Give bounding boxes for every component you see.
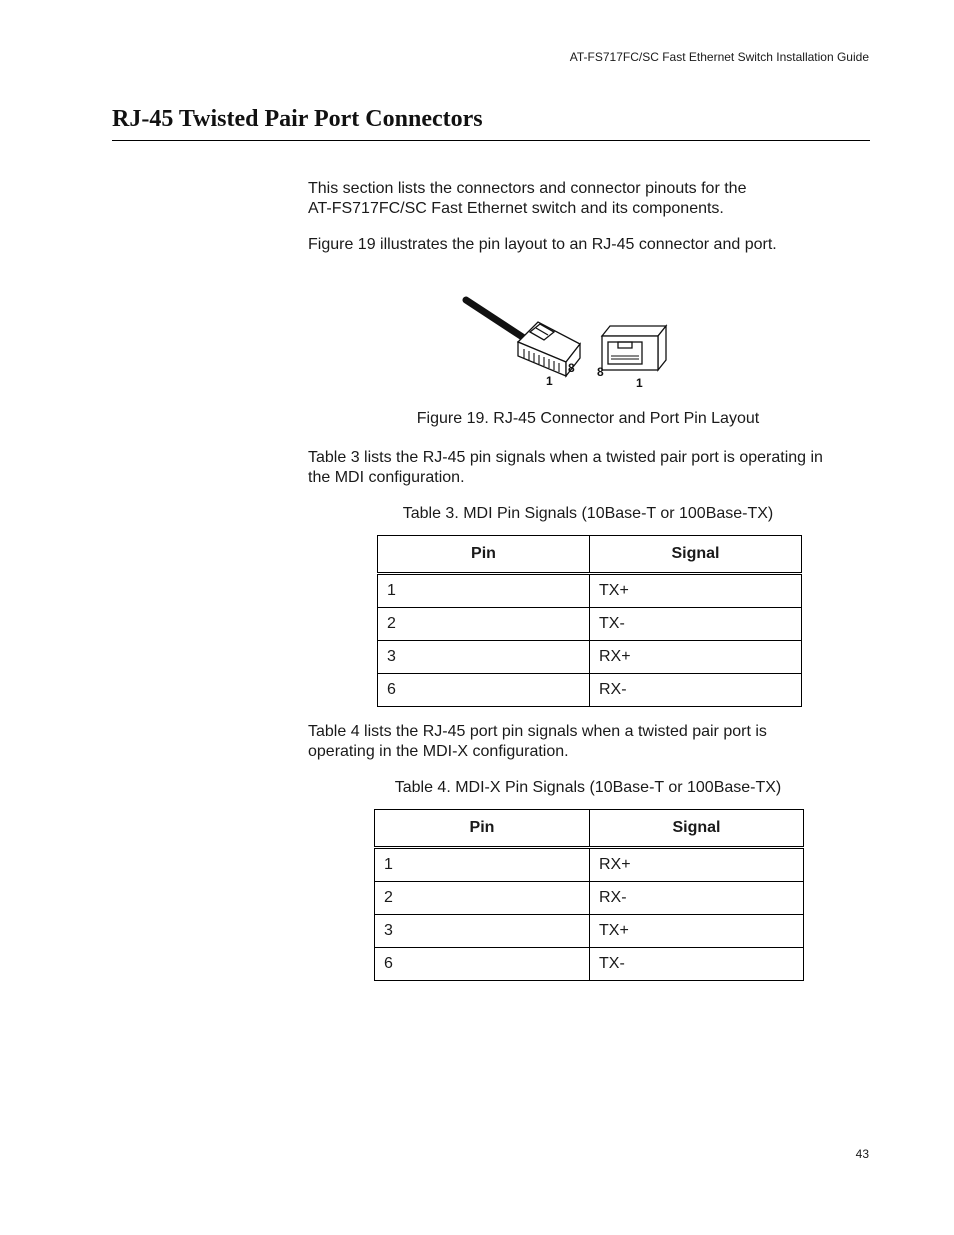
rj45-figure	[458, 292, 672, 392]
plug-pin1-label: 1	[546, 374, 553, 388]
section-title: RJ-45 Twisted Pair Port Connectors	[112, 106, 483, 132]
rj45-diagram	[458, 292, 672, 392]
page-number: 43	[855, 1147, 869, 1161]
pin-cell: 1	[378, 574, 590, 608]
mdi-intro-line-1: Table 3 lists the RJ-45 pin signals when a twisted pair port is operating in	[308, 449, 823, 466]
signal-cell: RX+	[590, 848, 804, 882]
figure-reference-paragraph: Figure 19 illustrates the pin layout to an RJ-45 connector and port.	[308, 236, 777, 253]
signal-cell: RX+	[590, 641, 802, 674]
table-row	[378, 608, 802, 641]
figure-caption: Figure 19. RJ-45 Connector and Port Pin Layout	[416, 410, 760, 427]
cable	[466, 300, 524, 338]
table-row	[375, 848, 804, 882]
table-row	[378, 674, 802, 707]
table-row	[378, 574, 802, 608]
pin-cell: 6	[378, 674, 590, 707]
pin-cell: 3	[378, 641, 590, 674]
intro-line-1: This section lists the connectors and connector pinouts for the	[308, 180, 747, 197]
table-row	[378, 641, 802, 674]
pin-cell: 2	[375, 882, 590, 915]
mdix-intro-line-2: operating in the MDI-X configuration.	[308, 743, 569, 760]
mdi-table-caption: Table 3. MDI Pin Signals (10Base-T or 100Base-TX)	[402, 505, 774, 522]
table-row	[375, 882, 804, 915]
mdix-intro-line-1: Table 4 lists the RJ-45 port pin signals when a twisted pair port is	[308, 723, 767, 740]
column-header-signal: Signal	[590, 810, 804, 848]
mdix-table-caption: Table 4. MDI-X Pin Signals (10Base-T or 100Base-TX)	[394, 779, 782, 796]
mdi-pin-table	[377, 535, 802, 707]
mdix-pin-table	[374, 809, 804, 981]
signal-cell: TX-	[590, 948, 804, 981]
signal-cell: TX+	[590, 915, 804, 948]
running-header: AT-FS717FC/SC Fast Ethernet Switch Installation Guide	[569, 50, 869, 64]
pin-cell: 3	[375, 915, 590, 948]
pin-cell: 2	[378, 608, 590, 641]
mdi-intro-paragraph	[308, 448, 868, 488]
signal-cell: RX-	[590, 674, 802, 707]
column-header-pin: Pin	[378, 536, 590, 574]
column-header-pin: Pin	[375, 810, 590, 848]
column-header-signal: Signal	[590, 536, 802, 574]
mdix-intro-paragraph	[308, 722, 868, 762]
title-rule	[112, 140, 870, 141]
signal-cell: TX-	[590, 608, 802, 641]
table-row	[375, 915, 804, 948]
port-pin1-label: 1	[636, 376, 643, 390]
table-header-row	[375, 810, 804, 848]
port-pin8-label: 8	[597, 365, 604, 379]
pin-cell: 1	[375, 848, 590, 882]
intro-paragraph	[308, 179, 868, 219]
plug-pin8-label: 8	[568, 361, 575, 375]
rj45-port	[602, 326, 666, 370]
mdi-intro-line-2: the MDI configuration.	[308, 469, 465, 486]
intro-line-2: AT-FS717FC/SC Fast Ethernet switch and its components.	[308, 200, 724, 217]
pin-cell: 6	[375, 948, 590, 981]
signal-cell: TX+	[590, 574, 802, 608]
signal-cell: RX-	[590, 882, 804, 915]
table-row	[375, 948, 804, 981]
table-header-row	[378, 536, 802, 574]
